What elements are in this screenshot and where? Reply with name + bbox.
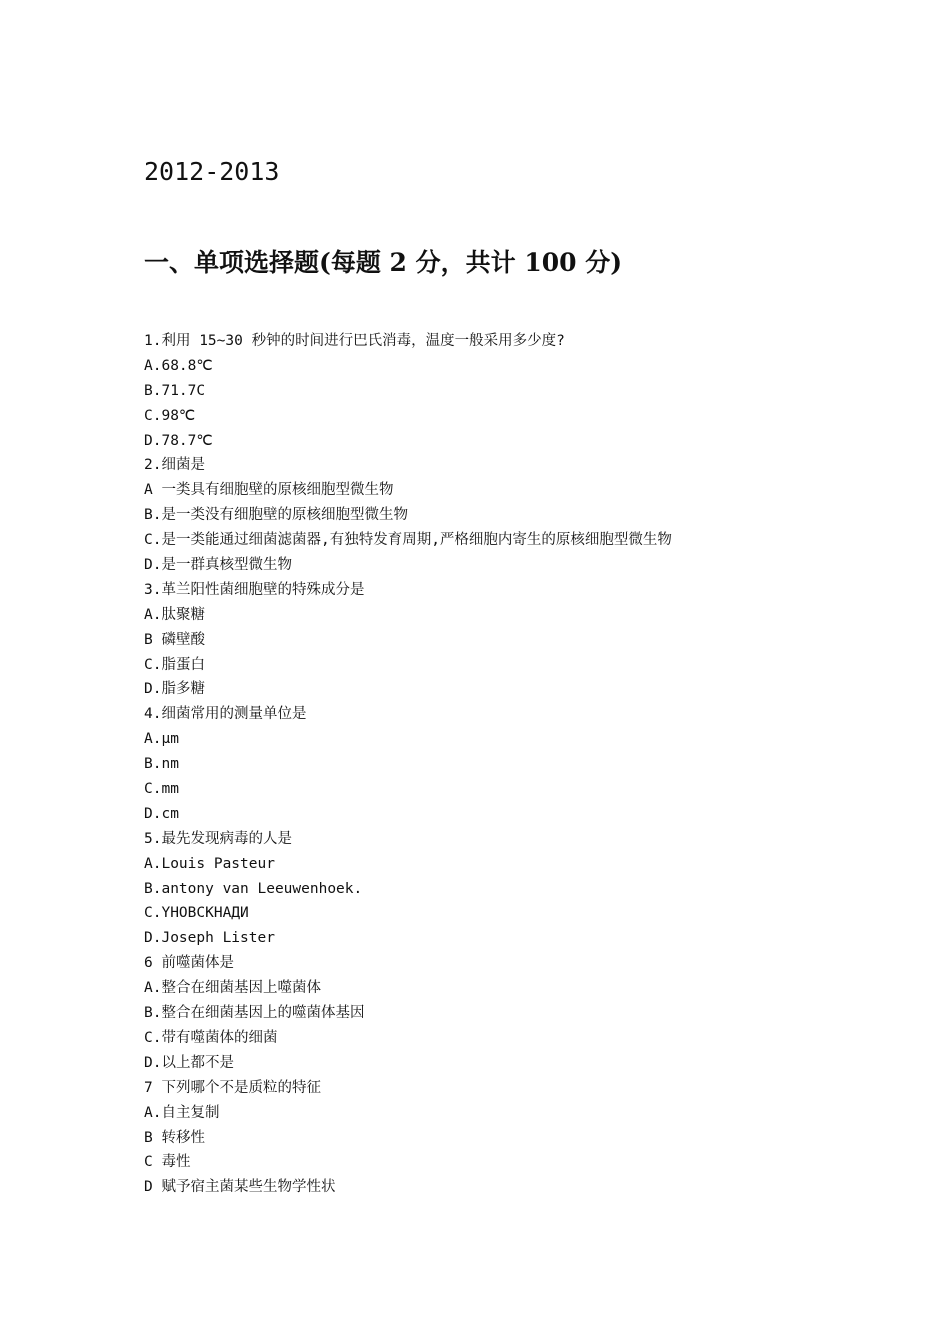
question-stem: 1.利用 15~30 秒钟的时间进行巴氏消毒，温度一般采用多少度? [144, 333, 565, 349]
question-stem: 2.细菌是 [144, 457, 205, 474]
answer-option: D.cm [144, 805, 179, 822]
question-list [144, 329, 864, 1200]
question-stem: 6 前噬菌体是 [144, 955, 234, 972]
answer-option: D.是一群真核型微生物 [144, 557, 292, 574]
question-stem: 7 下列哪个不是质粒的特征 [144, 1079, 321, 1096]
answer-option: A.整合在细菌基因上噬菌体 [144, 980, 321, 997]
answer-option: B 磷壁酸 [144, 631, 205, 648]
answer-option: D 赋予宿主菌某些生物学性状 [144, 1179, 336, 1196]
answer-option: C.是一类能通过细菌滤菌器,有独特发育周期,严格细胞内寄生的原核细胞型微生物 [144, 532, 672, 549]
exam-year: 2012-2013 [144, 157, 280, 186]
answer-option: C.YHOBCKHAДИ [144, 905, 249, 922]
answer-option: D.脂多糖 [144, 681, 205, 698]
answer-option: A.自主复制 [144, 1104, 220, 1121]
answer-option: B.是一类没有细胞壁的原核细胞型微生物 [144, 507, 408, 524]
answer-option: B 转移性 [144, 1129, 205, 1146]
answer-option: D.以上都不是 [144, 1054, 234, 1071]
answer-option: D.78.7℃ [144, 432, 213, 449]
answer-option: B.71.7C [144, 382, 206, 399]
section-title: 一、单项选择题(每题 2 分，共计 100 分) [144, 248, 623, 277]
answer-option: A.Louis Pasteur [144, 855, 275, 872]
answer-option: C.98℃ [144, 407, 196, 424]
answer-option: A.肽聚糖 [144, 606, 205, 623]
question-stem: 3.革兰阳性菌细胞壁的特殊成分是 [144, 581, 365, 598]
answer-option: C.脂蛋白 [144, 656, 205, 673]
answer-option: A 一类具有细胞壁的原核细胞型微生物 [144, 482, 394, 499]
answer-option: C.mm [144, 781, 179, 798]
answer-option: B.nm [144, 756, 179, 773]
answer-option: B.整合在细菌基因上的噬菌体基因 [144, 1005, 365, 1022]
answer-option: C 毒性 [144, 1154, 191, 1171]
answer-option: A.μm [144, 731, 179, 748]
answer-option: D.Joseph Lister [144, 930, 275, 947]
answer-option: B.antony van Leeuwenhoek. [144, 880, 363, 897]
answer-option: C.带有噬菌体的细菌 [144, 1029, 278, 1046]
answer-option: A.68.8℃ [144, 357, 213, 374]
question-stem: 4.细菌常用的测量单位是 [144, 706, 307, 723]
question-stem: 5.最先发现病毒的人是 [144, 830, 292, 847]
